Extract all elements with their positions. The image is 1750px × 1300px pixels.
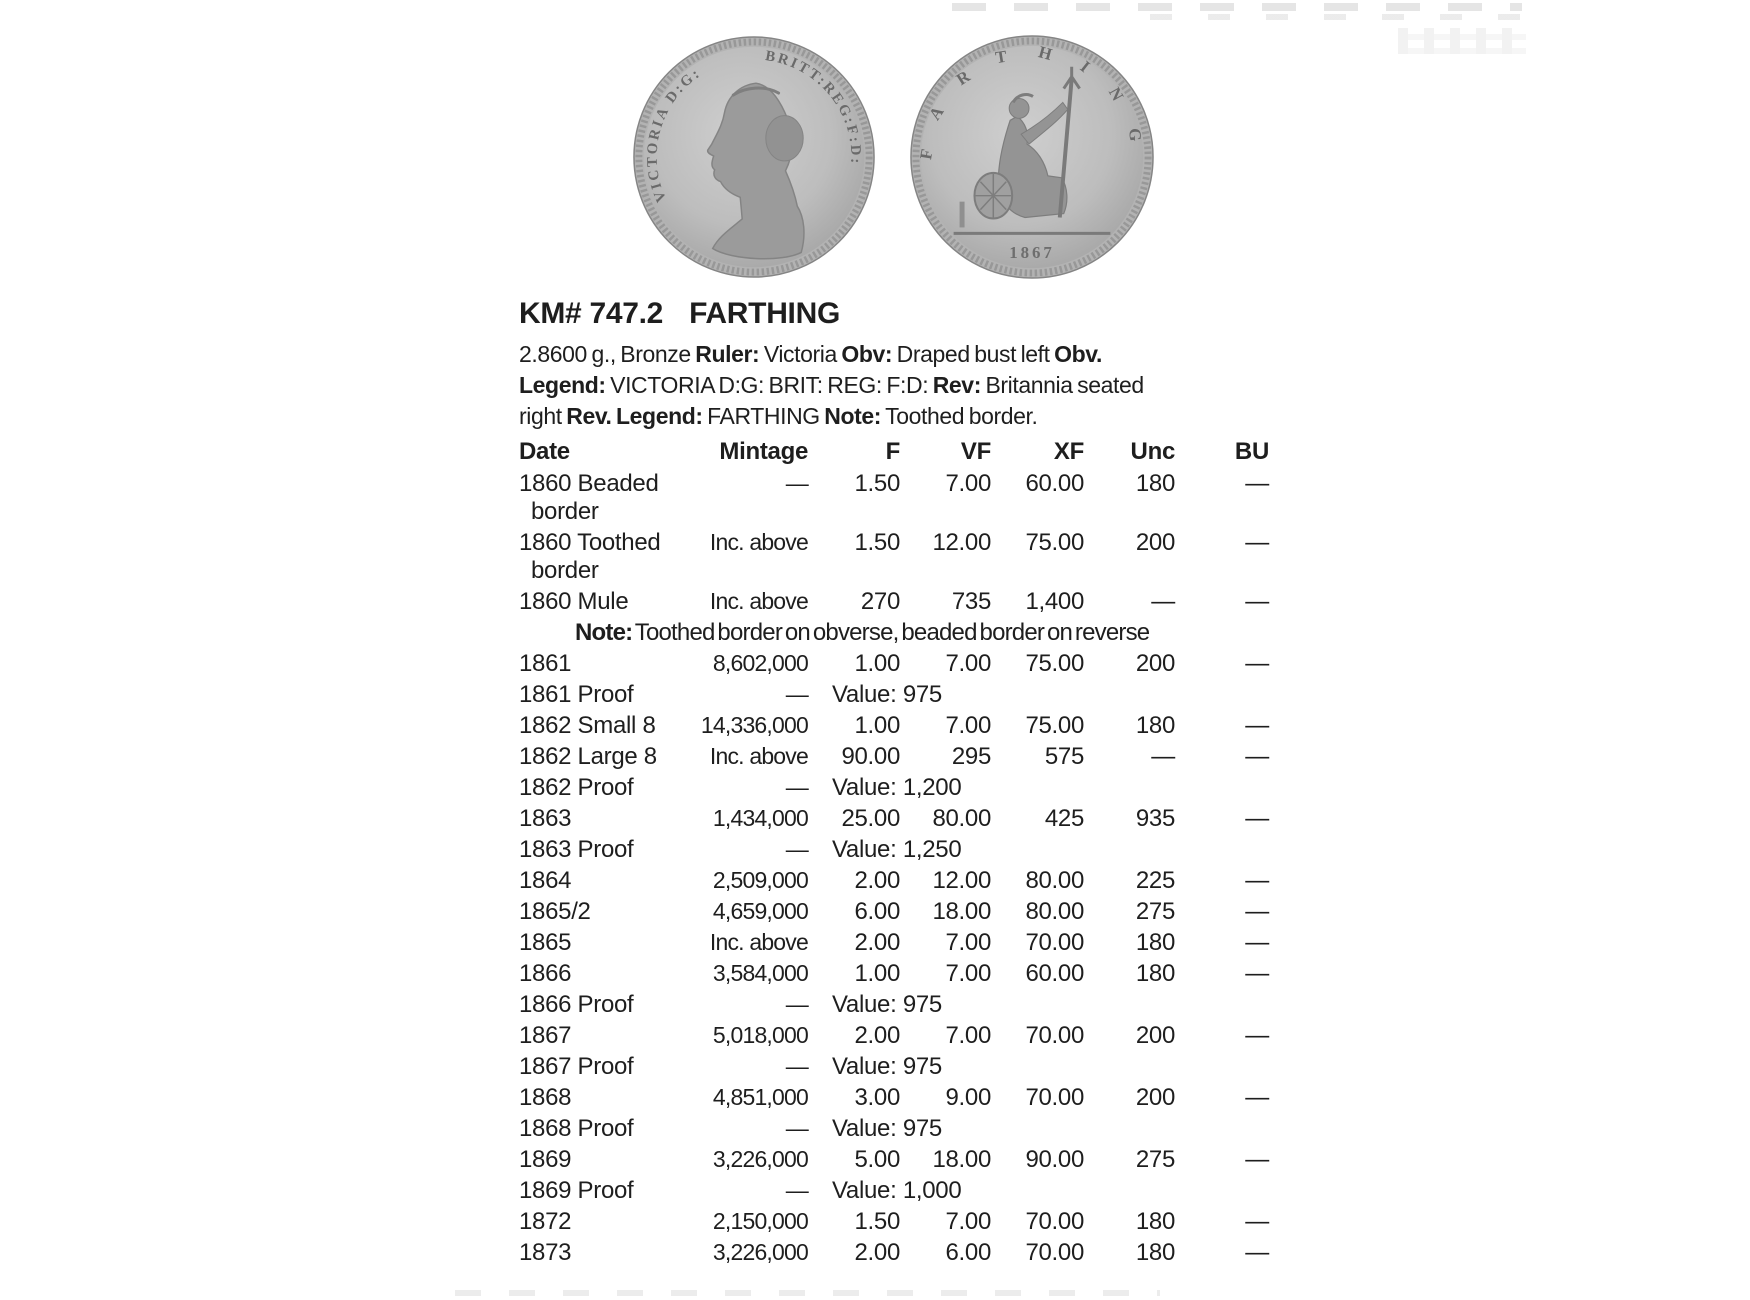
column-header-f: F [885, 438, 900, 465]
unc-value-cell: 200 [1135, 1084, 1175, 1111]
xf-value-cell: 75.00 [1025, 712, 1084, 739]
desc-text: VICTORIA D:G: BRIT: REG: F:D: [605, 372, 933, 398]
mintage-cell: — [785, 774, 808, 800]
desc-text: right [519, 403, 567, 429]
f-value-cell: 2.00 [854, 929, 900, 956]
scan-artifact [952, 3, 1522, 11]
date-cell: 1860 Beaded [519, 470, 659, 497]
scan-artifact [1150, 14, 1520, 20]
date-cell: 1866 [519, 960, 572, 987]
vf-value-cell: 18.00 [932, 1146, 991, 1173]
f-value-cell: 1.00 [854, 960, 900, 987]
desc-text: FARTHING [702, 403, 825, 429]
table-row-proof [519, 1113, 1269, 1144]
unc-value-cell: 200 [1135, 529, 1175, 556]
desc-text: Toothed border. [881, 403, 1038, 429]
reverse-legend: FARTHING [916, 42, 1148, 172]
table-row-proof [519, 1051, 1269, 1082]
coin-reverse-image [908, 33, 1156, 281]
mintage-cell: 2,509,000 [712, 867, 808, 893]
f-value-cell: 3.00 [854, 1084, 900, 1111]
bu-value-cell: — [1245, 1239, 1269, 1266]
date-cell: 1869 Proof [519, 1177, 634, 1204]
xf-value-cell: 90.00 [1025, 1146, 1084, 1173]
date-cell: 1860 Mule [519, 588, 629, 615]
xf-value-cell: 70.00 [1025, 1239, 1084, 1266]
column-header-xf: XF [1053, 438, 1084, 465]
mintage-cell: 5,018,000 [712, 1022, 808, 1048]
desc-text: Victoria [759, 341, 842, 367]
km-number: KM# 747.2 [519, 297, 664, 330]
coin-description [519, 339, 1144, 432]
vf-value-cell: 7.00 [945, 650, 991, 677]
date-cell: 1861 Proof [519, 681, 634, 708]
vf-value-cell: 12.00 [932, 867, 991, 894]
unc-value-cell: 200 [1135, 650, 1175, 677]
f-value-cell: 1.50 [854, 1208, 900, 1235]
table-row-proof [519, 989, 1269, 1020]
vf-value-cell: 7.00 [945, 1022, 991, 1049]
bu-value-cell: — [1245, 1146, 1269, 1173]
table-header-row [519, 436, 1269, 468]
description-line-2 [519, 370, 1144, 401]
date-cell: 1865/2 [519, 898, 591, 925]
f-value-cell: 5.00 [854, 1146, 900, 1173]
xf-value-cell: 1,400 [1025, 588, 1084, 615]
mintage-cell: Inc. above [709, 743, 808, 769]
table-row-proof [519, 679, 1269, 710]
desc-label: Legend: [519, 372, 606, 398]
xf-value-cell: 425 [1044, 805, 1084, 832]
mintage-cell: — [785, 836, 808, 862]
reverse-date: 1867 [1009, 243, 1055, 263]
unc-value-cell: — [1151, 743, 1175, 770]
desc-text: 2.8600 g., Bronze [519, 341, 696, 367]
table-row [519, 710, 1269, 741]
unc-value-cell: 935 [1135, 805, 1175, 832]
mintage-cell: 3,584,000 [712, 960, 808, 986]
xf-value-cell: 75.00 [1025, 529, 1084, 556]
mintage-cell: 2,150,000 [712, 1208, 808, 1234]
bu-value-cell: — [1245, 867, 1269, 894]
unc-value-cell: 200 [1135, 1022, 1175, 1049]
mintage-cell: Inc. above [709, 588, 808, 614]
price-table [519, 436, 1269, 1268]
unc-value-cell: 275 [1135, 898, 1175, 925]
lighthouse [960, 202, 965, 228]
table-row [519, 1206, 1269, 1237]
xf-value-cell: 70.00 [1025, 929, 1084, 956]
date-cell: 1861 [519, 650, 572, 677]
mintage-cell: 3,226,000 [712, 1239, 808, 1265]
unc-value-cell: 180 [1135, 960, 1175, 987]
description-line-1 [519, 339, 1144, 370]
bu-value-cell: — [1245, 898, 1269, 925]
mintage-cell: Inc. above [709, 929, 808, 955]
table-row [519, 927, 1269, 958]
mintage-cell: Inc. above [709, 529, 808, 555]
obverse-legend-right: BRITT:REG:F:D: [764, 48, 864, 167]
page-title [519, 297, 840, 331]
obverse-legend-left: VICTORIA D:G: [644, 64, 705, 205]
vf-value-cell: 6.00 [945, 1239, 991, 1266]
mintage-cell: — [785, 681, 808, 707]
date-cell: 1873 [519, 1239, 572, 1266]
date-cell: 1866 Proof [519, 991, 634, 1018]
unc-value-cell: — [1151, 588, 1175, 615]
f-value-cell: 6.00 [854, 898, 900, 925]
mintage-cell: — [785, 1177, 808, 1203]
denomination: FARTHING [689, 297, 840, 330]
vf-value-cell: 12.00 [932, 529, 991, 556]
xf-value-cell: 60.00 [1025, 470, 1084, 497]
date-cell: 1867 Proof [519, 1053, 634, 1080]
date-cell: 1869 [519, 1146, 572, 1173]
date-cell: 1867 [519, 1022, 572, 1049]
proof-value-cell: Value: 975 [832, 1053, 942, 1080]
description-line-3 [519, 401, 1144, 432]
table-row [519, 865, 1269, 896]
f-value-cell: 1.50 [854, 529, 900, 556]
xf-value-cell: 70.00 [1025, 1208, 1084, 1235]
desc-label: Obv. [1054, 341, 1102, 367]
mintage-cell: 4,851,000 [712, 1084, 808, 1110]
scan-artifact [455, 1290, 1160, 1296]
desc-text: Draped bust left [892, 341, 1055, 367]
unc-value-cell: 180 [1135, 712, 1175, 739]
f-value-cell: 90.00 [841, 743, 900, 770]
vf-value-cell: 9.00 [945, 1084, 991, 1111]
table-row [519, 741, 1269, 772]
desc-label: Rev: [932, 372, 981, 398]
f-value-cell: 270 [860, 588, 900, 615]
xf-value-cell: 80.00 [1025, 867, 1084, 894]
note-cell [575, 619, 1149, 647]
table-row [519, 586, 1269, 617]
coin-obverse-image [631, 33, 877, 281]
table-note-row [519, 617, 1269, 648]
vf-value-cell: 18.00 [932, 898, 991, 925]
vf-value-cell: 7.00 [945, 712, 991, 739]
mintage-cell: — [785, 470, 808, 496]
column-header-date: Date [519, 438, 570, 465]
date-cell: 1865 [519, 929, 572, 956]
table-row [519, 958, 1269, 989]
f-value-cell: 1.00 [854, 650, 900, 677]
date-cell: 1864 [519, 867, 572, 894]
xf-value-cell: 575 [1044, 743, 1084, 770]
price-table-rows [519, 468, 1269, 1268]
date-cell: 1862 Proof [519, 774, 634, 801]
proof-value-cell: Value: 975 [832, 681, 942, 708]
column-header-vf: VF [960, 438, 991, 465]
f-value-cell: 1.00 [854, 712, 900, 739]
xf-value-cell: 70.00 [1025, 1084, 1084, 1111]
date-cell: 1872 [519, 1208, 572, 1235]
bu-value-cell: — [1245, 529, 1269, 556]
table-row [519, 1237, 1269, 1268]
desc-text: Britannia seated [980, 372, 1144, 398]
proof-value-cell: Value: 1,250 [832, 836, 962, 863]
mintage-cell: 1,434,000 [712, 805, 808, 831]
table-row-proof [519, 834, 1269, 865]
mintage-cell: 14,336,000 [700, 712, 808, 738]
date-cell: 1860 Toothed [519, 529, 661, 556]
f-value-cell: 2.00 [854, 1022, 900, 1049]
unc-value-cell: 275 [1135, 1146, 1175, 1173]
proof-value-cell: Value: 1,000 [832, 1177, 962, 1204]
vf-value-cell: 7.00 [945, 470, 991, 497]
bu-value-cell: — [1245, 470, 1269, 497]
note-label: Note: [575, 619, 633, 646]
unc-value-cell: 180 [1135, 929, 1175, 956]
desc-label: Note: [824, 403, 882, 429]
date-cell: 1868 Proof [519, 1115, 634, 1142]
date-cell: 1862 Small 8 [519, 712, 656, 739]
mintage-cell: — [785, 991, 808, 1017]
f-value-cell: 2.00 [854, 1239, 900, 1266]
f-value-cell: 25.00 [841, 805, 900, 832]
table-row [519, 648, 1269, 679]
xf-value-cell: 75.00 [1025, 650, 1084, 677]
bu-value-cell: — [1245, 929, 1269, 956]
date-cell: 1868 [519, 1084, 572, 1111]
vf-value-cell: 7.00 [945, 960, 991, 987]
column-header-unc: Unc [1130, 438, 1175, 465]
xf-value-cell: 70.00 [1025, 1022, 1084, 1049]
date-cell-wrap: border [531, 498, 599, 525]
vf-value-cell: 7.00 [945, 929, 991, 956]
bu-value-cell: — [1245, 1208, 1269, 1235]
table-row [519, 803, 1269, 834]
mintage-cell: — [785, 1115, 808, 1141]
column-header-mintage: Mintage [719, 438, 808, 465]
bu-value-cell: — [1245, 650, 1269, 677]
vf-value-cell: 7.00 [945, 1208, 991, 1235]
bu-value-cell: — [1245, 712, 1269, 739]
vf-value-cell: 295 [951, 743, 991, 770]
table-row [519, 1144, 1269, 1175]
note-text: Toothed border on obverse, beaded border on reverse [632, 619, 1150, 646]
table-row [519, 527, 1269, 586]
desc-label: Rev. Legend: [566, 403, 703, 429]
scan-artifact [1398, 28, 1526, 54]
desc-label: Obv: [841, 341, 893, 367]
date-cell: 1863 [519, 805, 572, 832]
desc-label: Ruler: [695, 341, 760, 367]
xf-value-cell: 60.00 [1025, 960, 1084, 987]
table-row-proof [519, 1175, 1269, 1206]
vf-value-cell: 735 [951, 588, 991, 615]
unc-value-cell: 180 [1135, 1239, 1175, 1266]
mintage-cell: 4,659,000 [712, 898, 808, 924]
bu-value-cell: — [1245, 1022, 1269, 1049]
bu-value-cell: — [1245, 960, 1269, 987]
bu-value-cell: — [1245, 588, 1269, 615]
vf-value-cell: 80.00 [932, 805, 991, 832]
table-row [519, 1020, 1269, 1051]
proof-value-cell: Value: 975 [832, 991, 942, 1018]
bu-value-cell: — [1245, 1084, 1269, 1111]
table-row [519, 468, 1269, 527]
date-cell-wrap: border [531, 557, 599, 584]
table-row [519, 1082, 1269, 1113]
column-header-bu: BU [1234, 438, 1269, 465]
table-row-proof [519, 772, 1269, 803]
f-value-cell: 2.00 [854, 867, 900, 894]
bu-value-cell: — [1245, 805, 1269, 832]
date-cell: 1863 Proof [519, 836, 634, 863]
unc-value-cell: 180 [1135, 1208, 1175, 1235]
date-cell: 1862 Large 8 [519, 743, 657, 770]
proof-value-cell: Value: 975 [832, 1115, 942, 1142]
table-row [519, 896, 1269, 927]
xf-value-cell: 80.00 [1025, 898, 1084, 925]
unc-value-cell: 225 [1135, 867, 1175, 894]
proof-value-cell: Value: 1,200 [832, 774, 962, 801]
bu-value-cell: — [1245, 743, 1269, 770]
f-value-cell: 1.50 [854, 470, 900, 497]
mintage-cell: 3,226,000 [712, 1146, 808, 1172]
mintage-cell: — [785, 1053, 808, 1079]
mintage-cell: 8,602,000 [712, 650, 808, 676]
unc-value-cell: 180 [1135, 470, 1175, 497]
